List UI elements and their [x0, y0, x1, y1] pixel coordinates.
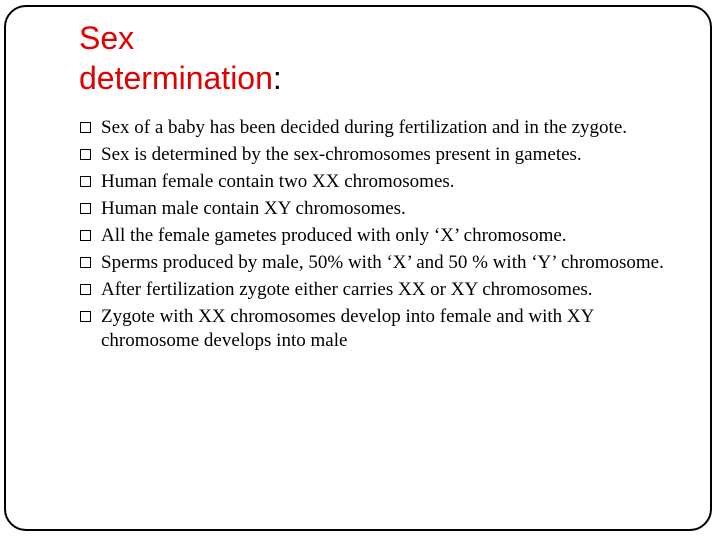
hollow-square-bullet-icon [80, 284, 91, 295]
bullet-item [79, 278, 679, 302]
slide-title-line-1: Sex [79, 20, 135, 56]
hollow-square-bullet-icon [80, 230, 91, 241]
slide-title-line-2 [79, 58, 639, 98]
bullet-text: After fertilization zygote either carries XX or XY chromosomes. [101, 279, 593, 300]
bullet-text: Human male contain XY chromosomes. [101, 198, 406, 219]
bullet-text: Human female contain two XX chromosomes. [101, 171, 455, 192]
bullet-list [79, 116, 679, 356]
bullet-item [79, 197, 679, 221]
bullet-text: Sex is determined by the sex-chromosomes present in gametes. [101, 144, 582, 165]
hollow-square-bullet-icon [80, 149, 91, 160]
bullet-item [79, 224, 679, 248]
hollow-square-bullet-icon [80, 311, 91, 322]
hollow-square-bullet-icon [80, 203, 91, 214]
bullet-item [79, 143, 679, 167]
bullet-text: All the female gametes produced with only ‘X’ chromosome. [101, 225, 567, 246]
hollow-square-bullet-icon [80, 122, 91, 133]
bullet-item [79, 170, 679, 194]
slide-title [79, 18, 639, 98]
hollow-square-bullet-icon [80, 257, 91, 268]
slide-title-word: determination [79, 60, 273, 96]
bullet-text: Sperms produced by male, 50% with ‘X’ and 50 % with ‘Y’ chromosome. [101, 252, 664, 273]
bullet-item [79, 251, 679, 275]
bullet-item [79, 116, 679, 140]
hollow-square-bullet-icon [80, 176, 91, 187]
bullet-text: Sex of a baby has been decided during fertilization and in the zygote. [101, 117, 628, 138]
slide-title-colon: : [272, 60, 282, 96]
bullet-text: Zygote with XX chromosomes develop into female and with XY chromosome develops into male [101, 306, 594, 351]
bullet-item [79, 305, 679, 353]
